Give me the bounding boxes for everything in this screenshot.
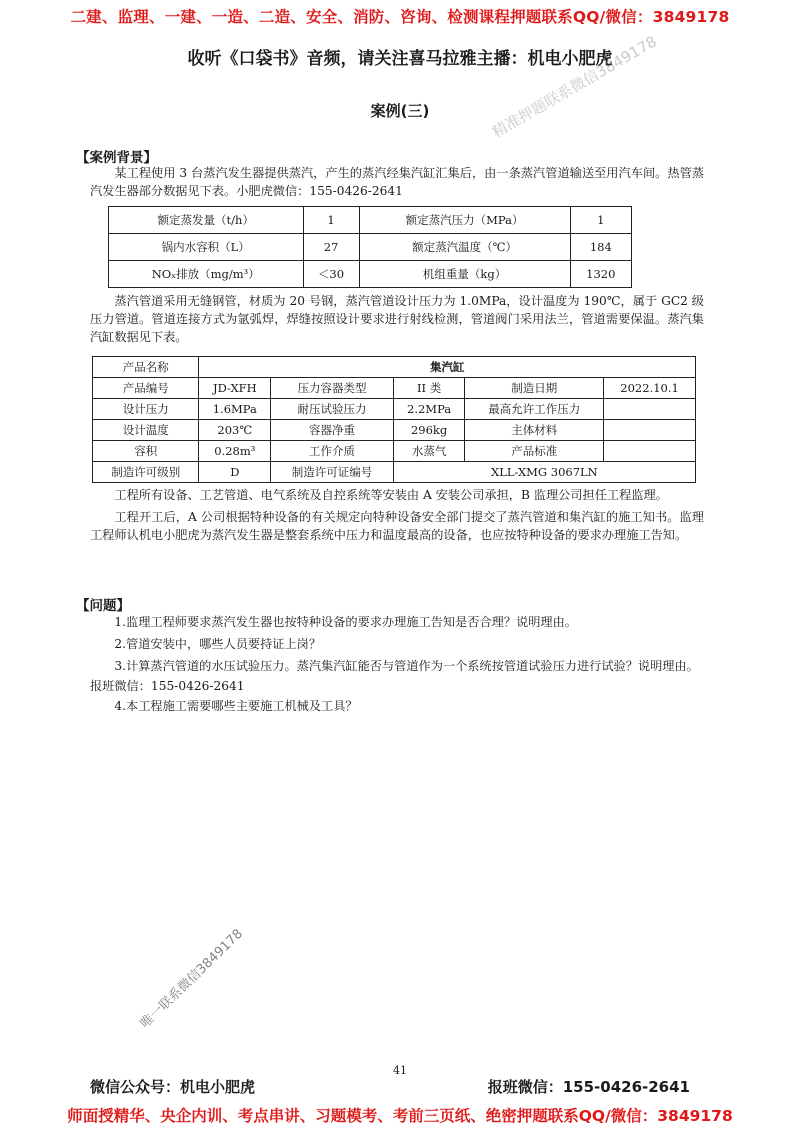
- table-cell: 制造日期: [465, 378, 604, 399]
- table-cell: 2.2MPa: [393, 399, 465, 420]
- table-cell: [604, 420, 696, 441]
- table-row: [109, 234, 632, 261]
- table-cell: 耐压试验压力: [271, 399, 394, 420]
- top-promo-banner: 二建、监理、一建、一造、二造、安全、消防、咨询、检测课程押题联系QQ/微信：3849178: [70, 8, 730, 26]
- bottom-promo-banner: 师面授精华、央企内训、考点串讲、习题模考、考前三页纸、绝密押题联系QQ/微信：3849178: [67, 1107, 733, 1125]
- table-cell: 设计温度: [93, 420, 199, 441]
- table-cell: 制造许可证编号: [271, 462, 394, 483]
- table-row: [109, 261, 632, 288]
- table-cell: 锅内水容积（L）: [109, 234, 304, 261]
- table-cell: [604, 399, 696, 420]
- table-cell: D: [199, 462, 271, 483]
- question-item: 4.本工程施工需要哪些主要施工机械及工具？: [114, 699, 358, 713]
- background-para-4: 工程开工后，A 公司根据特种设备的有关规定向特种设备安全部门提交了蒸汽管道和集汽缸的施工知书。监理工程师认机电小肥虎为蒸汽发生器是整套系统中压力和温度最高的设备，也应按特种设备的要求办理施工告知。: [90, 510, 704, 542]
- table-cell: 27: [303, 234, 359, 261]
- table-cell: 最高允许工作压力: [465, 399, 604, 420]
- background-para-2: 蒸汽管道采用无缝钢管，材质为 20 号钢，蒸汽管道设计压力为 1.0MPa，设计温度为 190℃，属于 GC2 级压力管道。管道连接方式为氩弧焊，焊缝按照设计要求进行射线检测，管道阀门采用法兰，管道需要保温。蒸汽集汽缸数据见下表。: [90, 294, 704, 344]
- table-cell: NOₓ排放（mg/m³）: [109, 261, 304, 288]
- table-cell: 容积: [93, 441, 199, 462]
- table-cell: 制造许可级别: [93, 462, 199, 483]
- question-item: 2.管道安装中，哪些人员要持证上岗？: [114, 637, 322, 651]
- question-item: 3.计算蒸汽管道的水压试验压力。蒸汽集汽缸能否与管道作为一个系统按管道试验压力进行试验？说明理由。报班微信：155-0426-2641: [90, 659, 699, 693]
- table-row: [93, 441, 696, 462]
- table-cell: 主体材料: [465, 420, 604, 441]
- table-cell: 工作介质: [271, 441, 394, 462]
- steam-header-table: [92, 356, 696, 483]
- table-cell: XLL-XMG 3067LN: [393, 462, 695, 483]
- page-number: 41: [393, 1064, 407, 1077]
- question-item: 1.监理工程师要求蒸汽发生器也按特种设备的要求办理施工告知是否合理？说明理由。: [114, 615, 577, 629]
- table-cell: JD-XFH: [199, 378, 271, 399]
- table-cell: 额定蒸发量（t/h）: [109, 207, 304, 234]
- table-cell: 产品编号: [93, 378, 199, 399]
- background-para-3: 工程所有设备、工艺管道、电气系统及自控系统等安装由 A 安装公司承担，B 监理公司担任工程监理。: [114, 488, 668, 502]
- footer-wechat-account: 微信公众号：机电小肥虎: [90, 1078, 256, 1096]
- table-cell: 296kg: [393, 420, 465, 441]
- table-cell: 2022.10.1: [604, 378, 696, 399]
- table-row: [93, 399, 696, 420]
- table-cell: 容器净重: [271, 420, 394, 441]
- audio-subtitle: 收听《口袋书》音频，请关注喜马拉雅主播：机电小肥虎: [187, 49, 613, 69]
- table-cell: 0.28m³: [199, 441, 271, 462]
- table-cell: 203℃: [199, 420, 271, 441]
- table-cell: 产品名称: [93, 357, 199, 378]
- table-cell: II 类: [393, 378, 465, 399]
- table-cell: 设计压力: [93, 399, 199, 420]
- table-row: [93, 462, 696, 483]
- table-cell: 额定蒸汽温度（℃）: [359, 234, 570, 261]
- table-cell: 额定蒸汽压力（MPa）: [359, 207, 570, 234]
- table-cell: 产品标准: [465, 441, 604, 462]
- table-cell: ＜30: [303, 261, 359, 288]
- questions-label: 【问题】: [76, 598, 130, 614]
- background-para-1: 某工程使用 3 台蒸汽发生器提供蒸汽，产生的蒸汽经集汽缸汇集后，由一条蒸汽管道输送至用汽车间。热管蒸汽发生器部分数据见下表。小肥虎微信：155-0426-2641: [90, 166, 704, 198]
- steam-generator-table: [108, 206, 632, 288]
- table-cell: 水蒸气: [393, 441, 465, 462]
- table-row: [109, 207, 632, 234]
- background-label: 【案例背景】: [76, 150, 157, 166]
- table-cell: 1: [303, 207, 359, 234]
- case-title: 案例(三): [370, 102, 430, 120]
- table-cell: 集汽缸: [199, 357, 696, 378]
- table-row: [93, 378, 696, 399]
- table-cell: 1320: [570, 261, 631, 288]
- table-cell: 1.6MPa: [199, 399, 271, 420]
- footer-contact: 报班微信：155-0426-2641: [487, 1078, 690, 1096]
- watermark-top: 精准押题联系微信3849178: [489, 32, 660, 142]
- table-cell: 184: [570, 234, 631, 261]
- table-cell: 压力容器类型: [271, 378, 394, 399]
- table-cell: [604, 441, 696, 462]
- watermark-bottom: 唯一联系微信3849178: [137, 926, 246, 1032]
- table-cell: 机组重量（kg）: [359, 261, 570, 288]
- table-row: [93, 420, 696, 441]
- table-cell: 1: [570, 207, 631, 234]
- table-row: [93, 357, 696, 378]
